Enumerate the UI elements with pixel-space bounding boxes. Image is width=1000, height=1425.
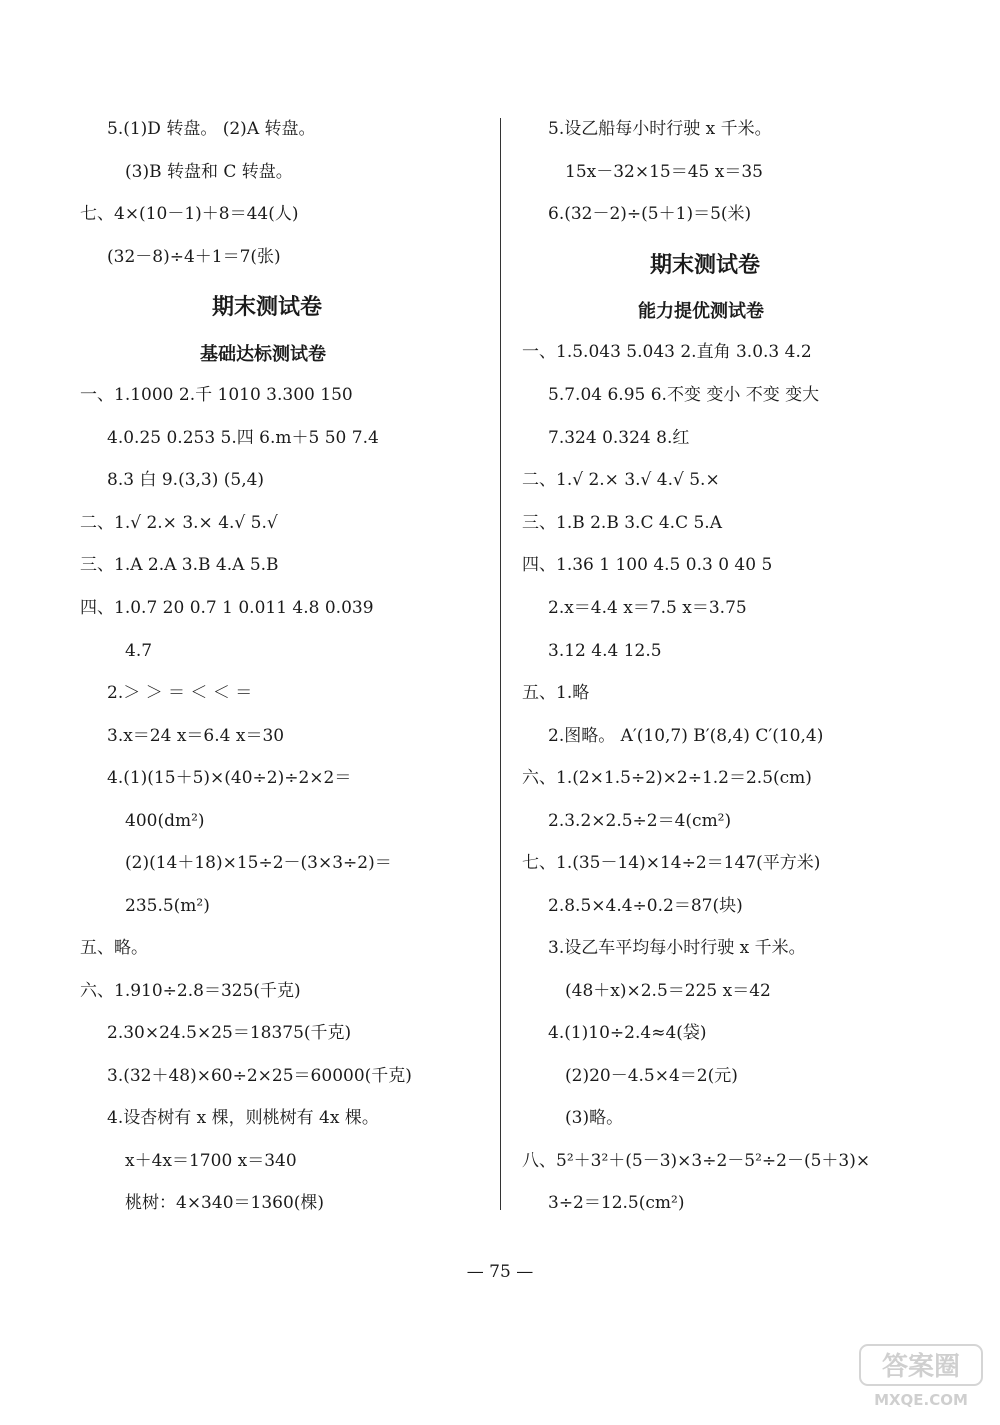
answer-line: (2)20－4.5×4＝2(元) — [565, 1066, 738, 1086]
watermark-top-text: 答案圈 — [881, 1352, 961, 1382]
watermark-logo — [856, 1341, 986, 1413]
answer-line: 一、1.1000 2.千 1010 3.300 150 — [80, 385, 353, 405]
column-divider — [500, 118, 501, 1210]
answer-line: 八、5²＋3²＋(5－3)×3÷2－5²÷2－(5＋3)× — [522, 1151, 871, 1171]
answer-line: 二、1.√ 2.× 3.× 4.√ 5.√ — [80, 513, 278, 533]
section-subtitle: 能力提优测试卷 — [638, 301, 764, 322]
answer-line: 六、1.910÷2.8＝325(千克) — [80, 981, 301, 1001]
section-title: 期末测试卷 — [650, 253, 761, 278]
answer-line: (48＋x)×2.5＝225 x＝42 — [565, 981, 771, 1001]
answer-line: 2.8.5×4.4÷0.2＝87(块) — [548, 896, 743, 916]
answer-line: (2)(14＋18)×15÷2－(3×3÷2)＝ — [125, 853, 392, 873]
answer-line: 三、1.A 2.A 3.B 4.A 5.B — [80, 555, 279, 575]
answer-line: 4.7 — [125, 641, 153, 661]
answer-line: 四、1.36 1 100 4.5 0.3 0 40 5 — [522, 555, 773, 575]
answer-line: 4.设杏树有 x 棵，则桃树有 4x 棵。 — [107, 1108, 379, 1128]
page-number: — 75 — — [466, 1262, 534, 1282]
answer-line: 4.0.25 0.253 5.四 6.m＋5 50 7.4 — [107, 428, 379, 448]
answer-line: (32－8)÷4＋1＝7(张) — [107, 247, 281, 267]
answer-line: 3.(32＋48)×60÷2×25＝60000(千克) — [107, 1066, 412, 1086]
answer-line: 三、1.B 2.B 3.C 4.C 5.A — [522, 513, 722, 533]
answer-line: 400(dm²) — [125, 811, 205, 831]
answer-line: 五、1.略 — [522, 683, 590, 703]
watermark-bottom-text: MXQE.COM — [874, 1391, 968, 1409]
answer-line: 五、略。 — [80, 938, 148, 958]
answer-line: (3)略。 — [565, 1108, 624, 1128]
answer-line: 6.(32－2)÷(5＋1)＝5(米) — [548, 204, 752, 224]
answer-line: 四、1.0.7 20 0.7 1 0.011 4.8 0.039 — [80, 598, 374, 618]
answer-line: 3.x＝24 x＝6.4 x＝30 — [107, 726, 285, 746]
answer-line: 七、1.(35－14)×14÷2＝147(平方米) — [522, 853, 821, 873]
answer-line: 3.设乙车平均每小时行驶 x 千米。 — [548, 938, 806, 958]
answer-line: 5.设乙船每小时行驶 x 千米。 — [548, 119, 772, 139]
answer-line: 15x－32×15＝45 x＝35 — [565, 162, 763, 182]
answer-line: 4.(1)10÷2.4≈4(袋) — [548, 1023, 707, 1043]
answer-line: 七、4×(10－1)＋8＝44(人) — [80, 204, 299, 224]
answer-line: 2.x＝4.4 x＝7.5 x＝3.75 — [548, 598, 747, 618]
section-subtitle: 基础达标测试卷 — [200, 344, 326, 365]
answer-line: 5.7.04 6.95 6.不变 变小 不变 变大 — [548, 385, 820, 405]
answer-line: 3÷2＝12.5(cm²) — [548, 1193, 685, 1213]
answer-line: 六、1.(2×1.5÷2)×2÷1.2＝2.5(cm) — [522, 768, 812, 788]
answer-line: 2.3.2×2.5÷2＝4(cm²) — [548, 811, 732, 831]
answer-line: x＋4x＝1700 x＝340 — [125, 1151, 297, 1171]
answer-line: 2.图略。 A′(10,7) B′(8,4) C′(10,4) — [548, 726, 824, 746]
answer-line: 8.3 白 9.(3,3) (5,4) — [107, 470, 265, 490]
answer-line: 桃树：4×340＝1360(棵) — [125, 1193, 325, 1213]
answer-line: 2.＞ ＞ ＝ ＜ ＜ ＝ — [107, 683, 253, 703]
answer-line: 一、1.5.043 5.043 2.直角 3.0.3 4.2 — [522, 342, 812, 362]
answer-line: 3.12 4.4 12.5 — [548, 641, 662, 661]
answer-line: 7.324 0.324 8.红 — [548, 428, 690, 448]
answer-line: 2.30×24.5×25＝18375(千克) — [107, 1023, 352, 1043]
answer-line: 4.(1)(15＋5)×(40÷2)÷2×2＝ — [107, 768, 352, 788]
answer-line: 二、1.√ 2.× 3.√ 4.√ 5.× — [522, 470, 720, 490]
answer-line: 235.5(m²) — [125, 896, 210, 916]
section-title: 期末测试卷 — [212, 295, 323, 320]
answer-line: (3)B 转盘和 C 转盘。 — [125, 162, 293, 182]
answer-line: 5.(1)D 转盘。 (2)A 转盘。 — [107, 119, 316, 139]
